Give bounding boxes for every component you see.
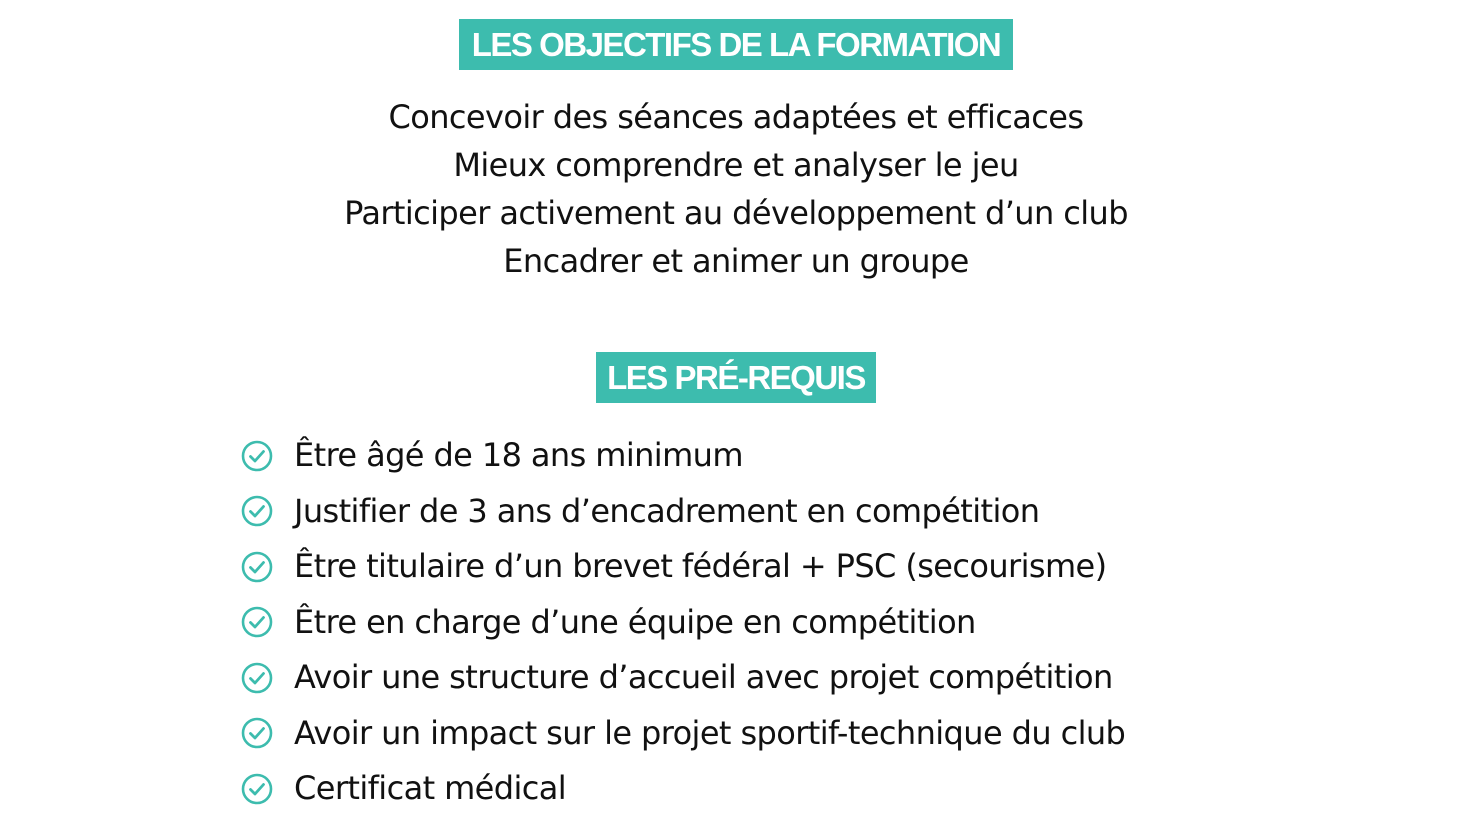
objective-item: Participer activement au développement d’un club — [344, 194, 1128, 232]
prereq-label: Être âgé de 18 ans minimum — [294, 436, 743, 475]
check-circle-icon — [240, 605, 274, 639]
objectives-list — [0, 93, 1472, 285]
prereq-label: Avoir un impact sur le projet sportif-technique du club — [294, 713, 1126, 752]
check-circle-icon — [240, 772, 274, 806]
prereq-item — [240, 484, 1125, 540]
objective-item: Mieux comprendre et analyser le jeu — [453, 146, 1019, 184]
prereq-item — [240, 595, 1125, 651]
objective-item: Concevoir des séances adaptées et efficaces — [388, 98, 1084, 136]
objectives-title: LES OBJECTIFS DE LA FORMATION — [459, 19, 1013, 70]
prereq-item — [240, 428, 1125, 484]
prereq-item — [240, 706, 1125, 762]
prereq-label: Certificat médical — [294, 769, 567, 808]
prereqs-title: LES PRÉ-REQUIS — [596, 352, 876, 403]
prereq-item — [240, 761, 1125, 817]
prereq-label: Justifier de 3 ans d’encadrement en compétition — [294, 491, 1040, 530]
check-circle-icon — [240, 716, 274, 750]
prereq-item — [240, 650, 1125, 706]
check-circle-icon — [240, 550, 274, 584]
objective-item: Encadrer et animer un groupe — [503, 242, 969, 280]
check-circle-icon — [240, 439, 274, 473]
prereq-label: Avoir une structure d’accueil avec projet compétition — [294, 658, 1113, 697]
prereq-item — [240, 539, 1125, 595]
prereq-label: Être titulaire d’un brevet fédéral + PSC (secourisme) — [294, 547, 1107, 586]
prereq-label: Être en charge d’une équipe en compétition — [294, 602, 976, 641]
check-circle-icon — [240, 661, 274, 695]
check-circle-icon — [240, 494, 274, 528]
prereqs-list — [240, 428, 1125, 817]
